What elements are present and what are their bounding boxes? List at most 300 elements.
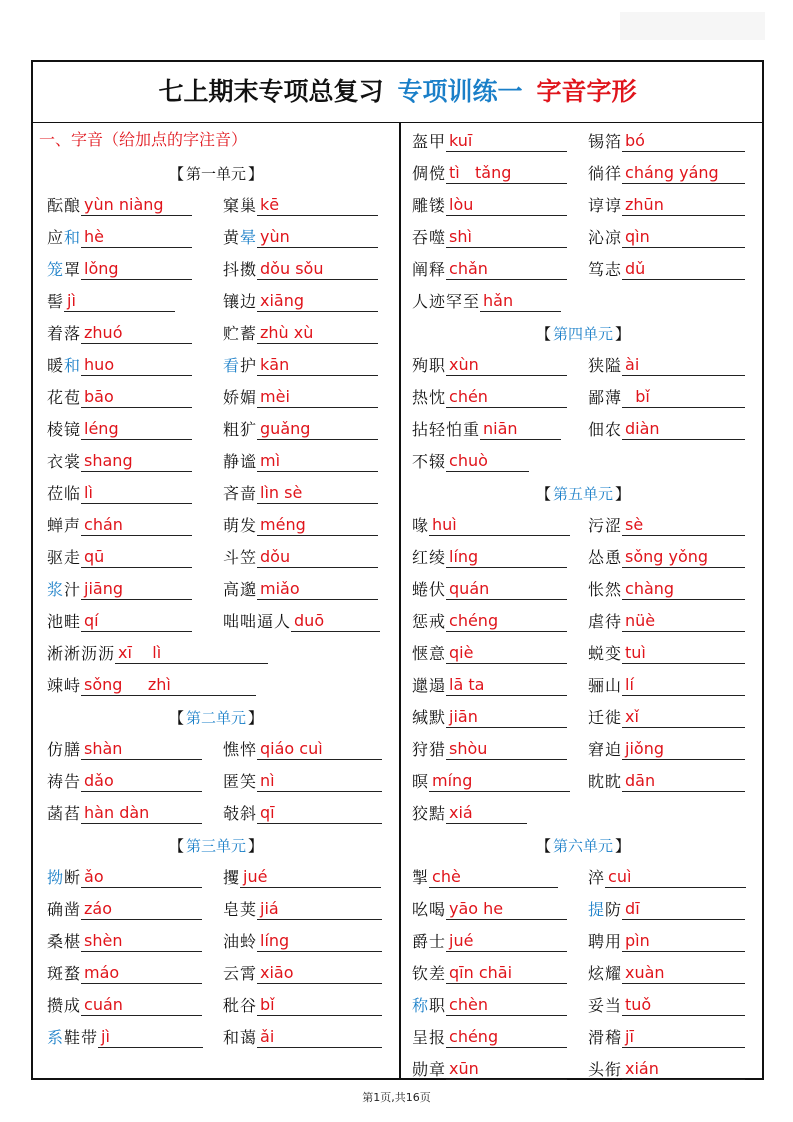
pinyin-answer: xiāng [257, 286, 378, 312]
entry-word [47, 862, 81, 894]
pinyin-answer: cuì [605, 862, 746, 888]
entry-word [412, 606, 446, 638]
entry [412, 254, 567, 286]
pinyin-answer: méng [257, 510, 378, 536]
pinyin-answer: chén [446, 382, 567, 408]
word-prefix: 暖 [47, 356, 65, 375]
pinyin-answer: cháng yáng [622, 158, 745, 184]
pinyin-answer: máo [81, 958, 202, 984]
word-text: 倜傥 [412, 164, 447, 183]
entry [412, 510, 570, 542]
entry [412, 926, 567, 958]
word-text: 钦差 [412, 964, 447, 983]
word-text: 职 [429, 996, 447, 1015]
entry [412, 350, 567, 382]
pinyin-answer: qìn [622, 222, 745, 248]
entry [588, 670, 745, 702]
entry-word [588, 190, 622, 222]
entry-row [400, 606, 766, 638]
entry [47, 318, 192, 350]
pinyin-answer: xùn [446, 350, 567, 376]
pinyin-answer: mèi [257, 382, 378, 408]
pinyin-answer: dī [622, 894, 745, 920]
entry-word [412, 894, 446, 926]
pinyin-answer: sǒng yǒng [622, 542, 745, 568]
entry-word [588, 254, 622, 286]
entry-word [412, 286, 480, 318]
entry [588, 222, 745, 254]
word-text: 呈报 [412, 1028, 447, 1047]
pinyin-answer: chéng [446, 1022, 567, 1048]
entry-row [400, 894, 766, 926]
pinyin-answer: xiāo [257, 958, 382, 984]
entry-word [588, 958, 622, 990]
pinyin-answer: bǐ [622, 382, 745, 408]
word-text: 惬意 [412, 644, 447, 663]
entry-word [47, 350, 81, 382]
word-text: 油蛉 [223, 932, 258, 951]
entry-row [400, 542, 766, 574]
entry-word [588, 894, 622, 926]
entry [412, 990, 567, 1022]
word-highlight: 和 [64, 356, 82, 375]
pinyin-answer: bǐ [257, 990, 382, 1016]
entry [223, 734, 382, 766]
entry-word [412, 702, 446, 734]
entry [412, 222, 567, 254]
entry-row [33, 222, 399, 254]
entry-word [47, 542, 81, 574]
section-heading: 一、字音（给加点的字注音） [39, 130, 248, 149]
word-text: 迁徙 [588, 708, 623, 727]
entry-word [412, 638, 446, 670]
pinyin-answer: hè [81, 222, 192, 248]
entry-row [33, 510, 399, 542]
word-text: 静谧 [223, 452, 258, 471]
entry-word [47, 638, 115, 670]
entry [47, 990, 202, 1022]
word-text: 粗犷 [223, 420, 258, 439]
entry-row [400, 926, 766, 958]
entry-row [400, 798, 766, 830]
unit-label: 第四单元 [552, 325, 613, 343]
entry-word [412, 126, 446, 158]
word-text: 狩猎 [412, 740, 447, 759]
pinyin-answer: yùn [257, 222, 378, 248]
pinyin-answer: cuán [81, 990, 202, 1016]
unit-label: 第一单元 [185, 165, 246, 183]
word-text: 不辍 [412, 452, 447, 471]
word-text: 谆谆 [588, 196, 623, 215]
entry [588, 606, 745, 638]
word-text: 护 [240, 356, 258, 375]
word-text: 笃志 [588, 260, 623, 279]
pinyin-answer: nì [257, 766, 382, 792]
entry-word [588, 382, 622, 414]
entry-row [33, 670, 399, 702]
entry-row [400, 958, 766, 990]
entry-word [588, 670, 622, 702]
pinyin-answer: jī [622, 1022, 745, 1048]
word-text: 秕谷 [223, 996, 258, 1015]
word-prefix: 应 [47, 228, 65, 247]
entry-word [223, 414, 257, 446]
top-corner-shade [620, 12, 765, 40]
entry-word [588, 510, 622, 542]
entry [223, 382, 378, 414]
entry [588, 990, 745, 1022]
entry-word [412, 990, 446, 1022]
word-text: 攒成 [47, 996, 82, 1015]
unit-heading: 【 第一单元 】 [168, 165, 264, 183]
word-text: 桑椹 [47, 932, 82, 951]
word-text: 衣裳 [47, 452, 82, 471]
worksheet-frame [31, 60, 764, 1080]
pinyin-answer: sǒng zhì [81, 670, 256, 696]
entry [588, 1022, 745, 1054]
pinyin-answer: dǔ [622, 254, 745, 280]
entry-row [400, 158, 766, 190]
word-text: 憔悴 [223, 740, 258, 759]
entry-word [47, 670, 81, 702]
word-text: 喙 [412, 516, 430, 535]
entry-word [223, 510, 257, 542]
entry-row [33, 926, 399, 958]
entry [588, 126, 745, 158]
unit-label: 第二单元 [185, 709, 246, 727]
word-highlight: 笼 [47, 260, 65, 279]
pinyin-answer: xǐ [622, 702, 745, 728]
word-text: 棱镜 [47, 420, 82, 439]
word-text: 聘用 [588, 932, 623, 951]
word-text: 虐待 [588, 612, 623, 631]
word-text: 贮蓄 [223, 324, 258, 343]
pinyin-answer: tuì [622, 638, 745, 664]
pinyin-answer: nüè [622, 606, 745, 632]
entry-word [47, 318, 81, 350]
entry [588, 638, 745, 670]
entry-word [412, 158, 446, 190]
word-text: 镶边 [223, 292, 258, 311]
pinyin-answer: líng [446, 542, 567, 568]
entry-row [400, 414, 766, 446]
entry-row [33, 190, 399, 222]
entry [47, 350, 192, 382]
entry-word [47, 478, 81, 510]
entry-word [588, 766, 622, 798]
pinyin-answer: zhù xù [257, 318, 378, 344]
word-text: 污涩 [588, 516, 623, 535]
entry-word [47, 1022, 98, 1054]
entry [47, 478, 192, 510]
entry-word [588, 574, 622, 606]
word-text: 蜷伏 [412, 580, 447, 599]
entry-word [588, 926, 622, 958]
word-text: 斗笠 [223, 548, 258, 567]
entry-word [223, 190, 257, 222]
pinyin-answer: shèn [81, 926, 202, 952]
entry-word [47, 894, 81, 926]
entry [223, 926, 382, 958]
pinyin-answer: qīn chāi [446, 958, 567, 984]
entry-row [400, 766, 766, 798]
entry-word [223, 382, 257, 414]
pinyin-answer: tì tǎng [446, 158, 567, 184]
entry [412, 414, 561, 446]
entry-word [412, 446, 446, 478]
word-text: 掣 [412, 868, 430, 887]
entry-row [400, 638, 766, 670]
pinyin-answer: jiá [257, 894, 382, 920]
entry [412, 542, 567, 574]
entry [588, 766, 745, 798]
entry [47, 734, 202, 766]
entry [47, 638, 268, 670]
word-text: 菡萏 [47, 804, 82, 823]
entry-word [223, 862, 240, 894]
word-text: 髻 [47, 292, 65, 311]
entry-word [412, 1054, 446, 1086]
entry-word [47, 190, 81, 222]
pinyin-answer: zhūn [622, 190, 745, 216]
word-text: 吞噬 [412, 228, 447, 247]
entry-word [223, 958, 257, 990]
entry [588, 734, 745, 766]
word-highlight: 系 [47, 1028, 65, 1047]
pinyin-answer: huo [81, 350, 192, 376]
word-text: 酝酿 [47, 196, 82, 215]
entry-row [33, 1022, 399, 1054]
entry-word [47, 798, 81, 830]
word-text: 人迹罕至 [412, 292, 481, 311]
entry-word [588, 606, 622, 638]
pinyin-answer: lí [622, 670, 745, 696]
entry-word [588, 990, 622, 1022]
entry [412, 798, 527, 830]
entry [588, 702, 745, 734]
entry [588, 926, 745, 958]
entry-row [400, 222, 766, 254]
entry [412, 382, 567, 414]
entry-row [33, 574, 399, 606]
entry [588, 894, 745, 926]
word-text: 邋遢 [412, 676, 447, 695]
pinyin-answer: kān [257, 350, 378, 376]
entry-word [412, 350, 446, 382]
entry-row [33, 414, 399, 446]
entry [588, 574, 745, 606]
entry-word [223, 734, 257, 766]
entry [412, 862, 558, 894]
entry-word [47, 926, 81, 958]
entry [47, 542, 192, 574]
unit-heading: 【 第四单元 】 [535, 325, 631, 343]
entry-word [588, 414, 622, 446]
entry-word [588, 702, 622, 734]
entry-word [47, 990, 81, 1022]
word-text: 头衔 [588, 1060, 623, 1079]
entry [412, 670, 567, 702]
pinyin-answer: chuò [446, 446, 529, 472]
entry [412, 702, 567, 734]
entry [223, 958, 382, 990]
pinyin-answer: duō [291, 606, 380, 632]
word-text: 仿膳 [47, 740, 82, 759]
entry-word [47, 382, 81, 414]
pinyin-answer: shàn [81, 734, 202, 760]
word-text: 攫 [223, 868, 241, 887]
entry [588, 414, 745, 446]
entry-word [47, 446, 81, 478]
entry [223, 606, 380, 638]
entry-row [33, 478, 399, 510]
pinyin-answer: jiǒng [622, 734, 745, 760]
entry [47, 286, 175, 318]
entry-word [412, 734, 446, 766]
word-text: 雕镂 [412, 196, 447, 215]
entry [588, 158, 745, 190]
word-text: 斑蝥 [47, 964, 82, 983]
entry-word [412, 254, 446, 286]
entry-row [400, 254, 766, 286]
pinyin-answer: mì [257, 446, 378, 472]
word-text: 热忱 [412, 388, 447, 407]
entry-word [412, 766, 429, 798]
word-text: 红绫 [412, 548, 447, 567]
entry [588, 190, 745, 222]
word-text: 盔甲 [412, 132, 447, 151]
pinyin-answer: xián [622, 1054, 745, 1080]
entry [223, 478, 378, 510]
entry-word [47, 766, 81, 798]
entry-word [47, 606, 81, 638]
entry-row [33, 862, 399, 894]
word-text: 竦峙 [47, 676, 82, 695]
pinyin-answer: chè [429, 862, 558, 888]
entry [47, 414, 192, 446]
entry-row [33, 638, 399, 670]
word-text: 淬 [588, 868, 606, 887]
entry-row [33, 766, 399, 798]
entry [47, 958, 202, 990]
entry [47, 510, 192, 542]
entry [412, 190, 567, 222]
pinyin-answer: bāo [81, 382, 192, 408]
entry [223, 990, 382, 1022]
entry [47, 606, 192, 638]
pinyin-answer: qī [257, 798, 382, 824]
entry-word [47, 574, 81, 606]
entry-row [33, 798, 399, 830]
word-text: 窠巢 [223, 196, 258, 215]
pinyin-answer: chǎn [446, 254, 567, 280]
entry [412, 126, 567, 158]
entry-word [47, 222, 81, 254]
word-text: 狡黠 [412, 804, 447, 823]
pinyin-answer: yāo he [446, 894, 567, 920]
entry-word [588, 1022, 622, 1054]
word-text: 罩 [64, 260, 82, 279]
entry-word [223, 990, 257, 1022]
word-text: 攲斜 [223, 804, 258, 823]
entry-word [223, 446, 257, 478]
word-text: 爵士 [412, 932, 447, 951]
pinyin-answer: shang [81, 446, 192, 472]
entry [223, 574, 378, 606]
entry [223, 862, 381, 894]
pinyin-answer: zhuó [81, 318, 192, 344]
entry-row [400, 574, 766, 606]
entry [47, 798, 202, 830]
pinyin-answer: hàn dàn [81, 798, 202, 824]
pinyin-answer: yùn niàng [81, 190, 192, 216]
pinyin-answer: huì [429, 510, 570, 536]
entry-word [223, 254, 257, 286]
word-text: 萌发 [223, 516, 258, 535]
entry-word [223, 350, 257, 382]
word-text: 蜕变 [588, 644, 623, 663]
pinyin-answer: bó [622, 126, 745, 152]
pinyin-answer: dǒu sǒu [257, 254, 378, 280]
word-text: 勋章 [412, 1060, 447, 1079]
entry [47, 670, 256, 702]
entry [223, 286, 378, 318]
word-text: 暝 [412, 772, 430, 791]
word-highlight: 晕 [240, 228, 258, 247]
entry-word [223, 478, 257, 510]
entry [412, 606, 567, 638]
word-text: 拈轻怕重 [412, 420, 481, 439]
pinyin-answer: chéng [446, 606, 567, 632]
entry-word [588, 222, 622, 254]
word-text: 鞋带 [64, 1028, 99, 1047]
pinyin-answer: niān [480, 414, 561, 440]
entry-row [400, 734, 766, 766]
entry [588, 542, 745, 574]
pinyin-answer: záo [81, 894, 202, 920]
entry-word [412, 510, 429, 542]
entry [223, 798, 382, 830]
entry-row [33, 958, 399, 990]
entry [412, 958, 567, 990]
word-text: 阐释 [412, 260, 447, 279]
word-text: 吆喝 [412, 900, 447, 919]
entry [223, 222, 378, 254]
pinyin-answer: dǒu [257, 542, 378, 568]
entry-row [400, 1054, 766, 1086]
pinyin-answer: xī lì [115, 638, 268, 664]
word-text: 眈眈 [588, 772, 623, 791]
word-prefix: 黄 [223, 228, 241, 247]
entry [223, 894, 382, 926]
entry-row [400, 510, 766, 542]
entry-word [223, 606, 291, 638]
entry-row [33, 350, 399, 382]
pinyin-answer: ǎo [81, 862, 202, 888]
word-highlight: 提 [588, 900, 606, 919]
entry [412, 286, 561, 318]
entry-word [588, 542, 622, 574]
pinyin-answer: tuǒ [622, 990, 745, 1016]
entry [588, 510, 745, 542]
entry-word [47, 254, 81, 286]
entry [223, 1022, 382, 1054]
entry-word [588, 158, 622, 190]
entry [47, 446, 192, 478]
word-highlight: 拗 [47, 868, 65, 887]
word-highlight: 和 [64, 228, 82, 247]
entry [223, 350, 378, 382]
